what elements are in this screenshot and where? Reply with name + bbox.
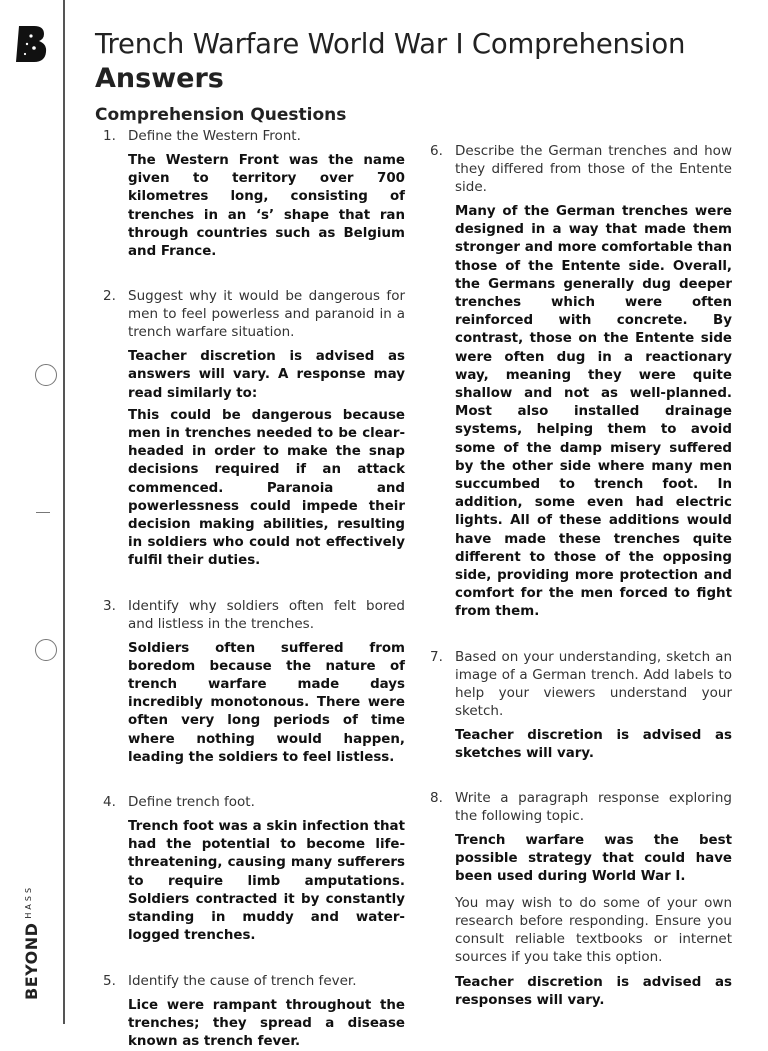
question-number: 8. [430, 789, 443, 807]
question-item [430, 142, 732, 622]
question-number: 7. [430, 648, 443, 666]
question-text: Describe the German trenches and how they differed from those of the Entente side. [455, 142, 732, 196]
question-text: Write a paragraph response exploring the following topic. [455, 789, 732, 825]
answer-example: This could be dangerous because men in trenches needed to be clear-headed in order to make the snap decisions required if an attack commenced. Paranoia and powerlessness could impede their decision making abilities, resulting in soldiers who could not effectively fulfil their duties. [128, 407, 405, 571]
right-column [430, 142, 732, 1010]
beyond-logo-icon [14, 24, 50, 64]
question-item [430, 648, 732, 763]
question-number: 1. [103, 127, 116, 145]
answer-text: Teacher discretion is advised as sketches will vary. [455, 727, 732, 763]
question-text: Identify why soldiers often felt bored and listless in the trenches. [128, 597, 405, 633]
question-item [430, 789, 732, 1010]
answer-text: Teacher discretion is advised as answers will vary. A response may read similarly to: [128, 348, 405, 403]
brand-suffix: HASS [24, 885, 33, 919]
answer-text: Many of the German trenches were designed in a way that made them stronger and more comfortable than those of the Entente side. Overall, the Germans generally dug deeper trenches which were often reinforced with concrete. By contrast, those on the Entente side were often dug in a reactionary way, meaning they were quite shallow and not as well-planned. Most also installed drainage systems, helping them to avoid some of the damp misery suffered by the other side where many men succumbed to trench foot. In addition, some even had electric lights. All of these additions would have made these trenches quite different to those of the opposing side, providing more protection and comfort for the men forced to fight from them. [455, 203, 732, 622]
margin-rule [63, 0, 65, 1024]
topic-statement: Trench warfare was the best possible strategy that could have been used during World War I. [455, 832, 732, 887]
answer-text: Lice were rampant throughout the trenches; they spread a disease known as trench fever. [128, 997, 405, 1051]
binder-hole [35, 364, 57, 386]
answer-text: Soldiers often suffered from boredom because the nature of trench warfare made days incredibly monotonous. There were often very long periods of time where nothing would happen, leading the soldiers to feel listless. [128, 640, 405, 767]
question-text: Define the Western Front. [128, 127, 405, 145]
page-subtitle: Answers [95, 63, 224, 94]
page-title: Trench Warfare World War I Comprehension [95, 28, 685, 60]
question-item [103, 972, 405, 1051]
brand-wordmark [22, 885, 41, 1000]
answer-text: Teacher discretion is advised as responses will vary. [455, 974, 732, 1010]
question-number: 2. [103, 287, 116, 305]
question-number: 6. [430, 142, 443, 160]
question-text: Suggest why it would be dangerous for men to feel powerless and paranoid in a trench warfare situation. [128, 287, 405, 341]
answer-text: Trench foot was a skin infection that had the potential to become life-threatening, causing many sufferers to require limb amputations. Soldiers contracted it by constantly standing in muddy and water-logged trenches. [128, 818, 405, 945]
binder-hole [35, 639, 57, 661]
question-text: Based on your understanding, sketch an image of a German trench. Add labels to help your viewers understand your sketch. [455, 648, 732, 720]
question-number: 3. [103, 597, 116, 615]
section-heading: Comprehension Questions [95, 105, 346, 125]
question-text: Identify the cause of trench fever. [128, 972, 405, 990]
question-number: 4. [103, 793, 116, 811]
question-item [103, 597, 405, 767]
instruction-text: You may wish to do some of your own research before responding. Ensure you consult reliable textbooks or internet sources if you take this option. [455, 894, 732, 967]
question-item [103, 127, 405, 261]
question-item [103, 287, 405, 570]
left-column [103, 127, 405, 1051]
question-text: Define trench foot. [128, 793, 405, 811]
brand-name: BEYOND [22, 923, 41, 1000]
answer-text: The Western Front was the name given to territory over 700 kilometres long, consisting of trenches in an ‘s’ shape that ran through countries such as Belgium and France. [128, 152, 405, 261]
fold-mark [36, 512, 50, 513]
question-item [103, 793, 405, 945]
question-number: 5. [103, 972, 116, 990]
